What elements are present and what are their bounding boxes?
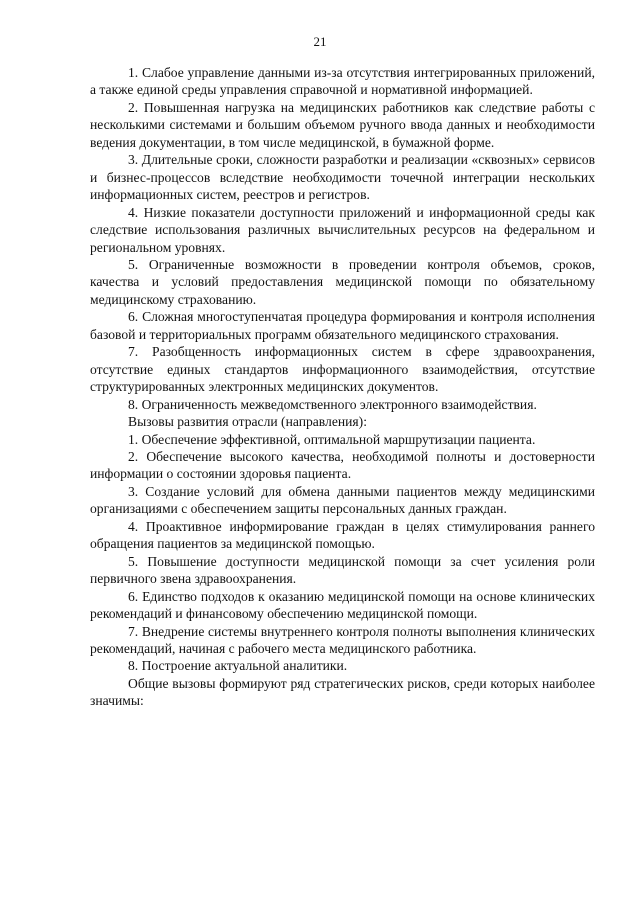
challenges-heading: Вызовы развития отрасли (направления):: [128, 414, 367, 430]
paragraph-problem-5: 5. Ограниченные возможности в проведении контроля объемов, сроков, качества и условий предоставления медицинской помощи по обязательному медицинскому страхованию.: [90, 256, 595, 307]
page-number: 21: [313, 34, 327, 49]
document-body: [90, 64, 595, 710]
paragraph-challenge-1: 1. Обеспечение эффективной, оптимальной маршрутизации пациента.: [128, 431, 536, 447]
paragraph-challenge-5: 5. Повышение доступности медицинской помощи за счет усиления роли первичного звена здравоохранения.: [90, 553, 595, 587]
paragraph-problem-3: 3. Длительные сроки, сложности разработки и реализации «сквозных» сервисов и бизнес-процессов вследствие необходимости точечной интеграции нескольких информационных систем, реестров и регистров.: [90, 152, 595, 203]
paragraph-problem-8: 8. Ограниченность межведомственного электронного взаимодействия.: [128, 396, 537, 412]
paragraph-challenge-8: 8. Построение актуальной аналитики.: [128, 658, 348, 674]
paragraph-challenge-6: 6. Единство подходов к оказанию медицинской помощи на основе клинических рекомендаций и финансовому обеспечению медицинской помощи.: [90, 588, 595, 622]
paragraph-challenge-4: 4. Проактивное информирование граждан в целях стимулирования раннего обращения пациентов за медицинской помощью.: [90, 518, 595, 552]
paragraph-challenge-2: 2. Обеспечение высокого качества, необходимой полноты и достоверности информации о состоянии здоровья пациента.: [90, 448, 595, 482]
paragraph-risks-intro: Общие вызовы формируют ряд стратегических рисков, среди которых наиболее значимы:: [90, 675, 595, 709]
paragraph-problem-7: 7. Разобщенность информационных систем в сфере здравоохранения, отсутствие единых стандартов информационного взаимодействия, отсутствие структурированных электронных медицинских документов.: [90, 344, 595, 395]
paragraph-problem-2: 2. Повышенная нагрузка на медицинских работников как следствие работы с несколькими системами и большим объемом ручного ввода данных и необходимости ведения документации, в том числе медицинской, в бумажной форме.: [90, 99, 595, 150]
paragraph-challenge-3: 3. Создание условий для обмена данными пациентов между медицинскими организациями с обеспечением защиты персональных данных граждан.: [90, 483, 595, 517]
paragraph-problem-6: 6. Сложная многоступенчатая процедура формирования и контроля исполнения базовой и территориальных программ обязательного медицинского страхования.: [90, 309, 595, 342]
paragraph-problem-1: 1. Слабое управление данными из-за отсутствия интегрированных приложений, а также единой среды управления справочной и нормативной информацией.: [90, 65, 595, 98]
paragraph-challenge-7: 7. Внедрение системы внутреннего контроля полноты выполнения клинических рекомендаций, начиная с рабочего места медицинского работника.: [90, 623, 595, 656]
paragraph-problem-4: 4. Низкие показатели доступности приложений и информационной среды как следствие использования различных вычислительных ресурсов на федеральном и региональном уровнях.: [90, 204, 595, 255]
